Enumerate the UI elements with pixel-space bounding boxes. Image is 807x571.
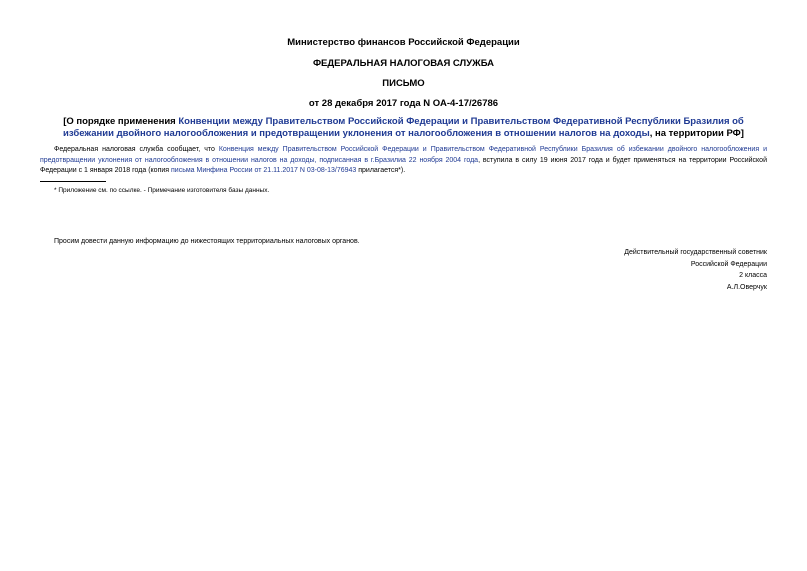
body-text-2: , вступила в силу 19 июня 2017 года и будет применяться на территории Российской Федерации с 1 января 2018 года (копия [40, 156, 767, 174]
document-type: ПИСЬМО [382, 78, 425, 89]
signature-title-line-2: Российской Федерации [690, 260, 767, 268]
service-heading: ФЕДЕРАЛЬНАЯ НАЛОГОВАЯ СЛУЖБА [312, 58, 495, 69]
document-title [40, 116, 767, 140]
body-text-3: прилагается*). [356, 167, 406, 174]
signature-block [624, 247, 767, 293]
signature-title-line-3: 2 класса [739, 272, 767, 279]
ministry-heading: Министерство финансов Российской Федерации [287, 37, 520, 48]
footnote-divider [40, 181, 106, 182]
convention-title-link[interactable]: Конвенции между Правительством Российской Федерации и Правительством Федеративной Республики Бразилия об избежании двойного налогообложения и предотвращении уклонения от налогообложения в отношении налогов на доходы [63, 116, 744, 139]
body-text-1: Федеральная налоговая служба сообщает, что [54, 146, 219, 153]
signature-name: А.Л.Оверчук [726, 283, 767, 291]
title-open: [О порядке применения [63, 116, 179, 127]
minfin-letter-link[interactable]: письма Минфина России от 21.11.2017 N 03-08-13/76943 [171, 167, 357, 174]
document-date-number: от 28 декабря 2017 года N ОА-4-17/26786 [308, 98, 499, 109]
letter-body [40, 145, 767, 177]
convention-link[interactable]: Конвенция между Правительством Российской Федерации и Правительством Федеративной Республики Бразилия об избежании двойного налогообложения и предотвращении уклонения от налогообложения в отношении налогов на доходы, подписанная в г.Бразилиа 22 ноября 2004 года [40, 146, 768, 164]
request-paragraph: Просим довести данную информацию до нижестоящих территориальных налоговых органов. [54, 238, 360, 245]
signature-title-line-1: Действительный государственный советник [624, 249, 767, 256]
footnote: * Приложение см. по ссылке. - Примечание изготовителя базы данных. [54, 187, 270, 194]
title-close: , на территории РФ] [649, 128, 744, 139]
